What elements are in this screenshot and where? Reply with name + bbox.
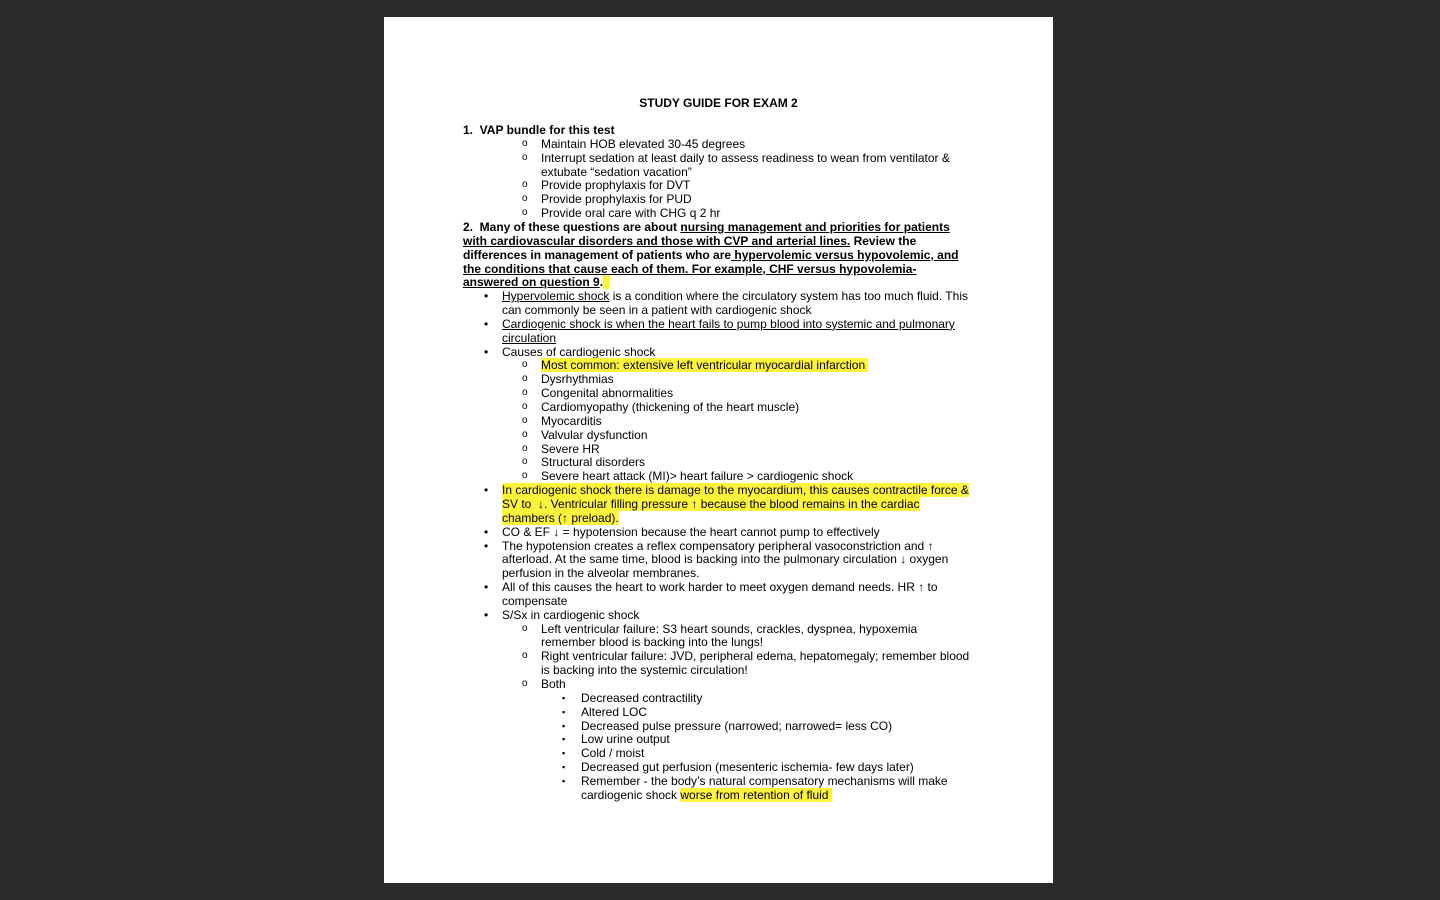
text-line: [502, 345, 655, 359]
text-line: [502, 317, 955, 331]
circle-bullet-icon: o: [522, 137, 528, 149]
bullet-icon: •: [484, 538, 489, 553]
text-segment: Severe heart attack (MI)> heart failure > cardiogenic shock: [541, 469, 854, 484]
text-segment: the conditions that cause each of them. For example, CHF versus hypovolemia-: [463, 261, 917, 276]
text-segment: S/Sx in cardiogenic shock: [502, 607, 640, 622]
text-segment: Provide prophylaxis for PUD: [541, 192, 692, 207]
text-segment: Valvular dysfunction: [541, 427, 648, 442]
text-segment: Decreased contractility: [581, 690, 703, 705]
text-segment: CO & EF ↓ = hypotension because the heart cannot pump to effectively: [502, 524, 880, 539]
text-segment: Severe HR: [541, 441, 600, 456]
text-line: [541, 414, 602, 428]
circle-bullet-icon: o: [522, 622, 528, 634]
text-line: [581, 691, 702, 705]
text-line: [541, 442, 600, 456]
bullet-icon: •: [484, 607, 489, 622]
text-segment: Causes of cardiogenic shock: [502, 344, 656, 359]
text-line: [581, 719, 892, 733]
text-segment: perfusion in the alveolar membranes.: [502, 566, 700, 581]
text-line: [502, 608, 639, 622]
square-bullet-icon: ▪: [562, 762, 566, 773]
bullet-icon: •: [484, 289, 489, 304]
bullet-icon: •: [484, 316, 489, 331]
text-line: [541, 372, 614, 386]
text-segment: Decreased pulse pressure (narrowed; narrowed= less CO): [581, 718, 893, 733]
text-line: [502, 483, 969, 497]
text-line: [541, 151, 950, 165]
text-line: [463, 275, 610, 289]
text-segment: Interrupt sedation at least daily to assess readiness to wean from ventilator &: [541, 150, 950, 165]
text-line: [463, 234, 916, 248]
text-segment: with cardiovascular disorders and those with CVP and arterial lines.: [463, 233, 851, 248]
text-segment: Provide oral care with CHG q 2 hr: [541, 206, 721, 221]
text-line: [502, 594, 567, 608]
text-line: [541, 428, 648, 442]
square-bullet-icon: ▪: [562, 692, 566, 703]
highlighted-text: chambers (↑ preload).: [502, 510, 619, 525]
circle-bullet-icon: o: [522, 414, 528, 426]
text-line: [463, 262, 916, 276]
bullet-icon: •: [484, 344, 489, 359]
text-segment: Altered LOC: [581, 704, 648, 719]
text-segment: compensate: [502, 593, 568, 608]
document-title: STUDY GUIDE FOR EXAM 2: [639, 96, 798, 110]
circle-bullet-icon: o: [522, 678, 528, 689]
text-segment: nursing management and priorities for patients: [680, 219, 950, 234]
text-line: [541, 165, 692, 179]
text-segment: Decreased gut perfusion (mesenteric ischemia- few days later): [581, 760, 914, 775]
circle-bullet-icon: o: [522, 207, 528, 219]
text-segment: can commonly be seen in a patient with cardiogenic shock: [502, 303, 812, 318]
text-line: [541, 635, 763, 649]
text-line: [541, 192, 692, 206]
highlighted-text: Most common: extensive left ventricular myocardial infarction: [541, 358, 869, 373]
square-bullet-icon: ▪: [562, 720, 566, 731]
square-bullet-icon: ▪: [562, 775, 566, 786]
bullet-icon: •: [484, 483, 489, 498]
text-line: [581, 760, 914, 774]
text-segment: differences in management of patients who are: [463, 247, 732, 262]
text-line: [463, 123, 615, 137]
text-line: [541, 137, 745, 151]
text-segment: 2. Many of these questions are about: [463, 219, 681, 234]
text-segment: The hypotension creates a reflex compensatory peripheral vasoconstriction and ↑: [502, 538, 934, 553]
square-bullet-icon: ▪: [562, 706, 566, 717]
text-segment: 1. VAP bundle for this test: [463, 123, 615, 137]
text-line: [502, 331, 556, 345]
text-line: [581, 746, 644, 760]
bullet-icon: •: [484, 524, 489, 539]
circle-bullet-icon: o: [522, 650, 528, 662]
circle-bullet-icon: o: [522, 387, 528, 399]
text-line: [502, 539, 934, 553]
text-line: [541, 455, 645, 469]
circle-bullet-icon: o: [522, 470, 528, 482]
text-line: [502, 511, 619, 525]
circle-bullet-icon: o: [522, 456, 528, 468]
highlighted-text: SV to ↓. Ventricular filling pressure ↑ because the blood remains in the cardiac: [502, 496, 920, 511]
text-line: [541, 400, 799, 414]
text-line: [541, 386, 673, 400]
text-segment: hypervolemic versus hypovolemic, and: [731, 247, 959, 262]
document-page: [384, 17, 1053, 883]
text-segment: Cardiomyopathy (thickening of the heart muscle): [541, 400, 800, 414]
square-bullet-icon: ▪: [562, 734, 566, 745]
text-segment: .: [599, 275, 604, 290]
highlighted-text: worse from retention of fluid: [680, 787, 832, 802]
text-line: [581, 732, 670, 746]
circle-bullet-icon: o: [522, 151, 528, 163]
bullet-icon: •: [484, 580, 489, 595]
text-segment: is a condition where the circulatory system has too much fluid. This: [609, 289, 968, 304]
text-segment: All of this causes the heart to work harder to meet oxygen demand needs. HR ↑ to: [502, 580, 938, 595]
circle-bullet-icon: o: [522, 442, 528, 454]
text-segment: Right ventricular failure: JVD, peripheral edema, hepatomegaly; remember blood: [541, 649, 970, 664]
text-line: [541, 649, 969, 663]
text-segment: Remember - the body’s natural compensatory mechanisms will make: [581, 773, 948, 788]
circle-bullet-icon: o: [522, 193, 528, 205]
text-line: [463, 248, 958, 262]
text-line: [502, 289, 968, 303]
text-line: [541, 663, 748, 677]
text-line: [541, 206, 720, 220]
text-segment: extubate “sedation vacation”: [541, 164, 692, 179]
text-segment: Hypervolemic shock: [502, 289, 610, 304]
text-segment: Maintain HOB elevated 30-45 degrees: [541, 136, 746, 151]
text-segment: Myocarditis: [541, 413, 602, 428]
circle-bullet-icon: o: [522, 401, 528, 412]
text-line: [541, 178, 690, 192]
circle-bullet-icon: o: [522, 373, 528, 385]
text-segment: circulation: [502, 330, 557, 345]
text-segment: Dysrhythmias: [541, 372, 614, 387]
text-line: [541, 677, 566, 691]
circle-bullet-icon: o: [522, 428, 528, 440]
text-line: [502, 303, 812, 317]
highlighted-text: [603, 275, 610, 289]
text-segment: Left ventricular failure: S3 heart sounds, crackles, dyspnea, hypoxemia: [541, 621, 918, 636]
text-segment: Both: [541, 677, 566, 691]
circle-bullet-icon: o: [522, 179, 528, 191]
text-line: [502, 552, 948, 566]
text-line: [581, 774, 948, 788]
text-segment: remember blood is backing into the lungs!: [541, 635, 764, 650]
text-segment: Cold / moist: [581, 746, 645, 761]
text-segment: is backing into the systemic circulation!: [541, 663, 748, 678]
text-segment: Cardiogenic shock is when the heart fails to pump blood into systemic and pulmonary: [502, 316, 955, 331]
text-segment: afterload. At the same time, blood is backing into the pulmonary circulation ↓ oxygen: [502, 552, 949, 567]
text-line: [502, 580, 938, 594]
highlighted-text: In cardiogenic shock there is damage to the myocardium, this causes contractile force &: [502, 483, 969, 498]
text-line: [463, 220, 950, 234]
square-bullet-icon: ▪: [562, 748, 566, 759]
text-segment: Congenital abnormalities: [541, 386, 674, 401]
text-segment: Low urine output: [581, 732, 670, 747]
text-segment: Review the: [850, 233, 917, 248]
text-line: [502, 566, 699, 580]
text-line: [541, 469, 853, 483]
text-segment: Structural disorders: [541, 455, 646, 470]
text-line: [541, 622, 917, 636]
text-segment: answered on question 9: [463, 275, 600, 290]
text-line: [502, 497, 920, 511]
text-segment: Provide prophylaxis for DVT: [541, 178, 691, 193]
text-line: [581, 788, 832, 802]
text-line: [581, 705, 647, 719]
text-line: [541, 358, 868, 372]
text-segment: cardiogenic shock: [581, 787, 681, 802]
text-line: [502, 525, 880, 539]
circle-bullet-icon: o: [522, 359, 528, 371]
